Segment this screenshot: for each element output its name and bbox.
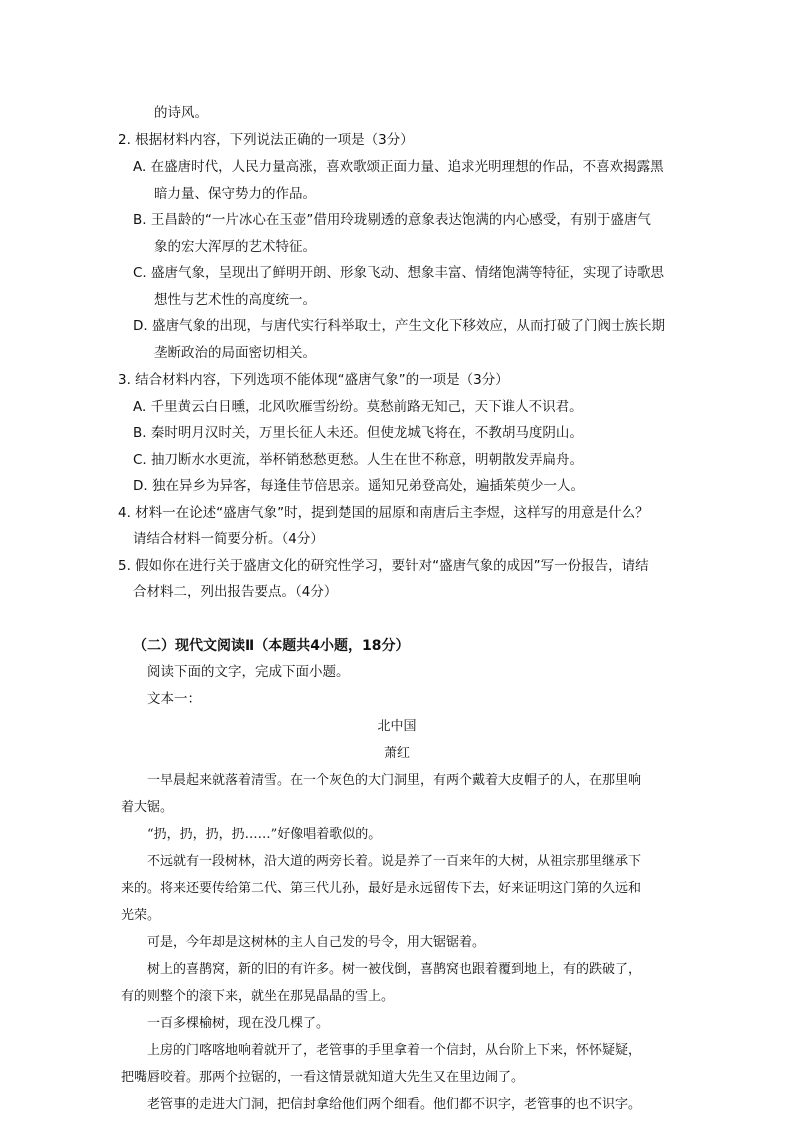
question-4-cont: 请结合材料一简要分析。（4分） <box>133 531 324 547</box>
passage-paragraph: 着大锯。 <box>121 800 174 815</box>
question-5-cont: 合材料二，列出报告要点。（4分） <box>133 584 338 600</box>
q2-option-b: B. 王昌龄的“一片冰心在玉壶”借用玲珑剔透的意象表达饱满的内心感受，有别于盛唐气 <box>133 212 651 228</box>
text-label: 文本一： <box>147 691 201 707</box>
passage-paragraph: 上房的门喀喀地响着就开了，老管事的手里拿着一个信封，从台阶上下来，怀怀疑疑， <box>147 1043 642 1058</box>
question-3-stem: 3. 结合材料内容，下列选项不能体现“盛唐气象”的一项是（3分） <box>118 372 509 388</box>
passage-paragraph: 把嘴唇咬着。那两个拉锯的，一看这情景就知道大先生又在里边闹了。 <box>121 1070 525 1085</box>
q2-option-d-cont: 垄断政治的局面密切相关。 <box>154 345 316 361</box>
passage-paragraph: 有的则整个的滚下来，就坐在那晃晶晶的雪上。 <box>121 989 395 1004</box>
passage-paragraph: 树上的喜鹊窝，新的旧的有许多。树一被伐倒，喜鹊窝也跟着覆到地上，有的跌破了， <box>147 962 642 977</box>
question-4: 4. 材料一在论述“盛唐气象”时，提到楚国的屈原和南唐后主李煜，这样写的用意是什么？ <box>118 505 649 521</box>
passage-paragraph: 不远就有一段树林，沿大道的两旁长着。说是养了一百来年的大树，从祖宗那里继承下 <box>147 854 642 869</box>
question-5: 5. 假如你在进行关于盛唐文化的研究性学习，要针对“盛唐气象的成因”写一份报告，请结 <box>118 558 649 574</box>
section-heading: （二）现代文阅读Ⅱ（本题共4小题，18分） <box>133 638 410 654</box>
q2-option-a-cont: 暗力量、保守势力的作品。 <box>154 186 316 202</box>
q3-option-a: A. 千里黄云白日曛，北风吹雁雪纷纷。莫愁前路无知己，天下谁人不识君。 <box>133 399 583 415</box>
q2-option-c-cont: 想性与艺术性的高度统一。 <box>154 292 316 308</box>
passage-paragraph: 一早晨起来就落着清雪。在一个灰色的大门洞里，有两个戴着大皮帽子的人，在那里响 <box>147 773 642 788</box>
passage-title: 北中国 <box>377 719 417 734</box>
passage-author: 萧红 <box>383 746 410 761</box>
passage-paragraph: 来的。将来还要传给第二代、第三代儿孙，最好是永远留传下去，好来证明这门第的久远和 <box>121 881 642 896</box>
passage-paragraph: 老管事的走进大门洞，把信封拿给他们两个细看。他们都不识字，老管事的也不识字。 <box>147 1097 642 1112</box>
passage-paragraph: 光荣。 <box>121 908 161 923</box>
passage-paragraph: “扔，扔，扔，扔……”好像唱着歌似的。 <box>147 827 382 842</box>
q1-tail: 的诗风。 <box>154 105 208 121</box>
q2-option-c: C. 盛唐气象，呈现出了鲜明开朗、形象飞动、想象丰富、情绪饱满等特征，实现了诗歌思 <box>133 265 665 281</box>
passage-paragraph: 可是，今年却是这树林的主人自己发的号令，用大锯锯着。 <box>147 935 486 950</box>
passage-paragraph: 一百多棵榆树，现在没几棵了。 <box>147 1016 330 1031</box>
q2-option-b-cont: 象的宏大浑厚的艺术特征。 <box>154 239 316 255</box>
question-2-stem: 2. 根据材料内容，下列说法正确的一项是（3分） <box>118 132 414 148</box>
q3-option-d: D. 独在异乡为异客，每逢佳节倍思亲。遥知兄弟登高处，遍插茱萸少一人。 <box>133 478 584 494</box>
q2-option-d: D. 盛唐气象的出现，与唐代实行科举取士，产生文化下移效应，从而打破了门阀士族长期 <box>133 318 665 334</box>
q3-option-b: B. 秦时明月汉时关，万里长征人未还。但使龙城飞将在，不教胡马度阴山。 <box>133 425 583 441</box>
section-instruction: 阅读下面的文字，完成下面小题。 <box>147 664 350 680</box>
q2-option-a: A. 在盛唐时代，人民力量高涨，喜欢歌颂正面力量、追求光明理想的作品，不喜欢揭露黑 <box>133 159 664 175</box>
q3-option-c: C. 抽刀断水水更流，举杯销愁愁更愁。人生在世不称意，明朝散发弄扁舟。 <box>133 452 584 468</box>
